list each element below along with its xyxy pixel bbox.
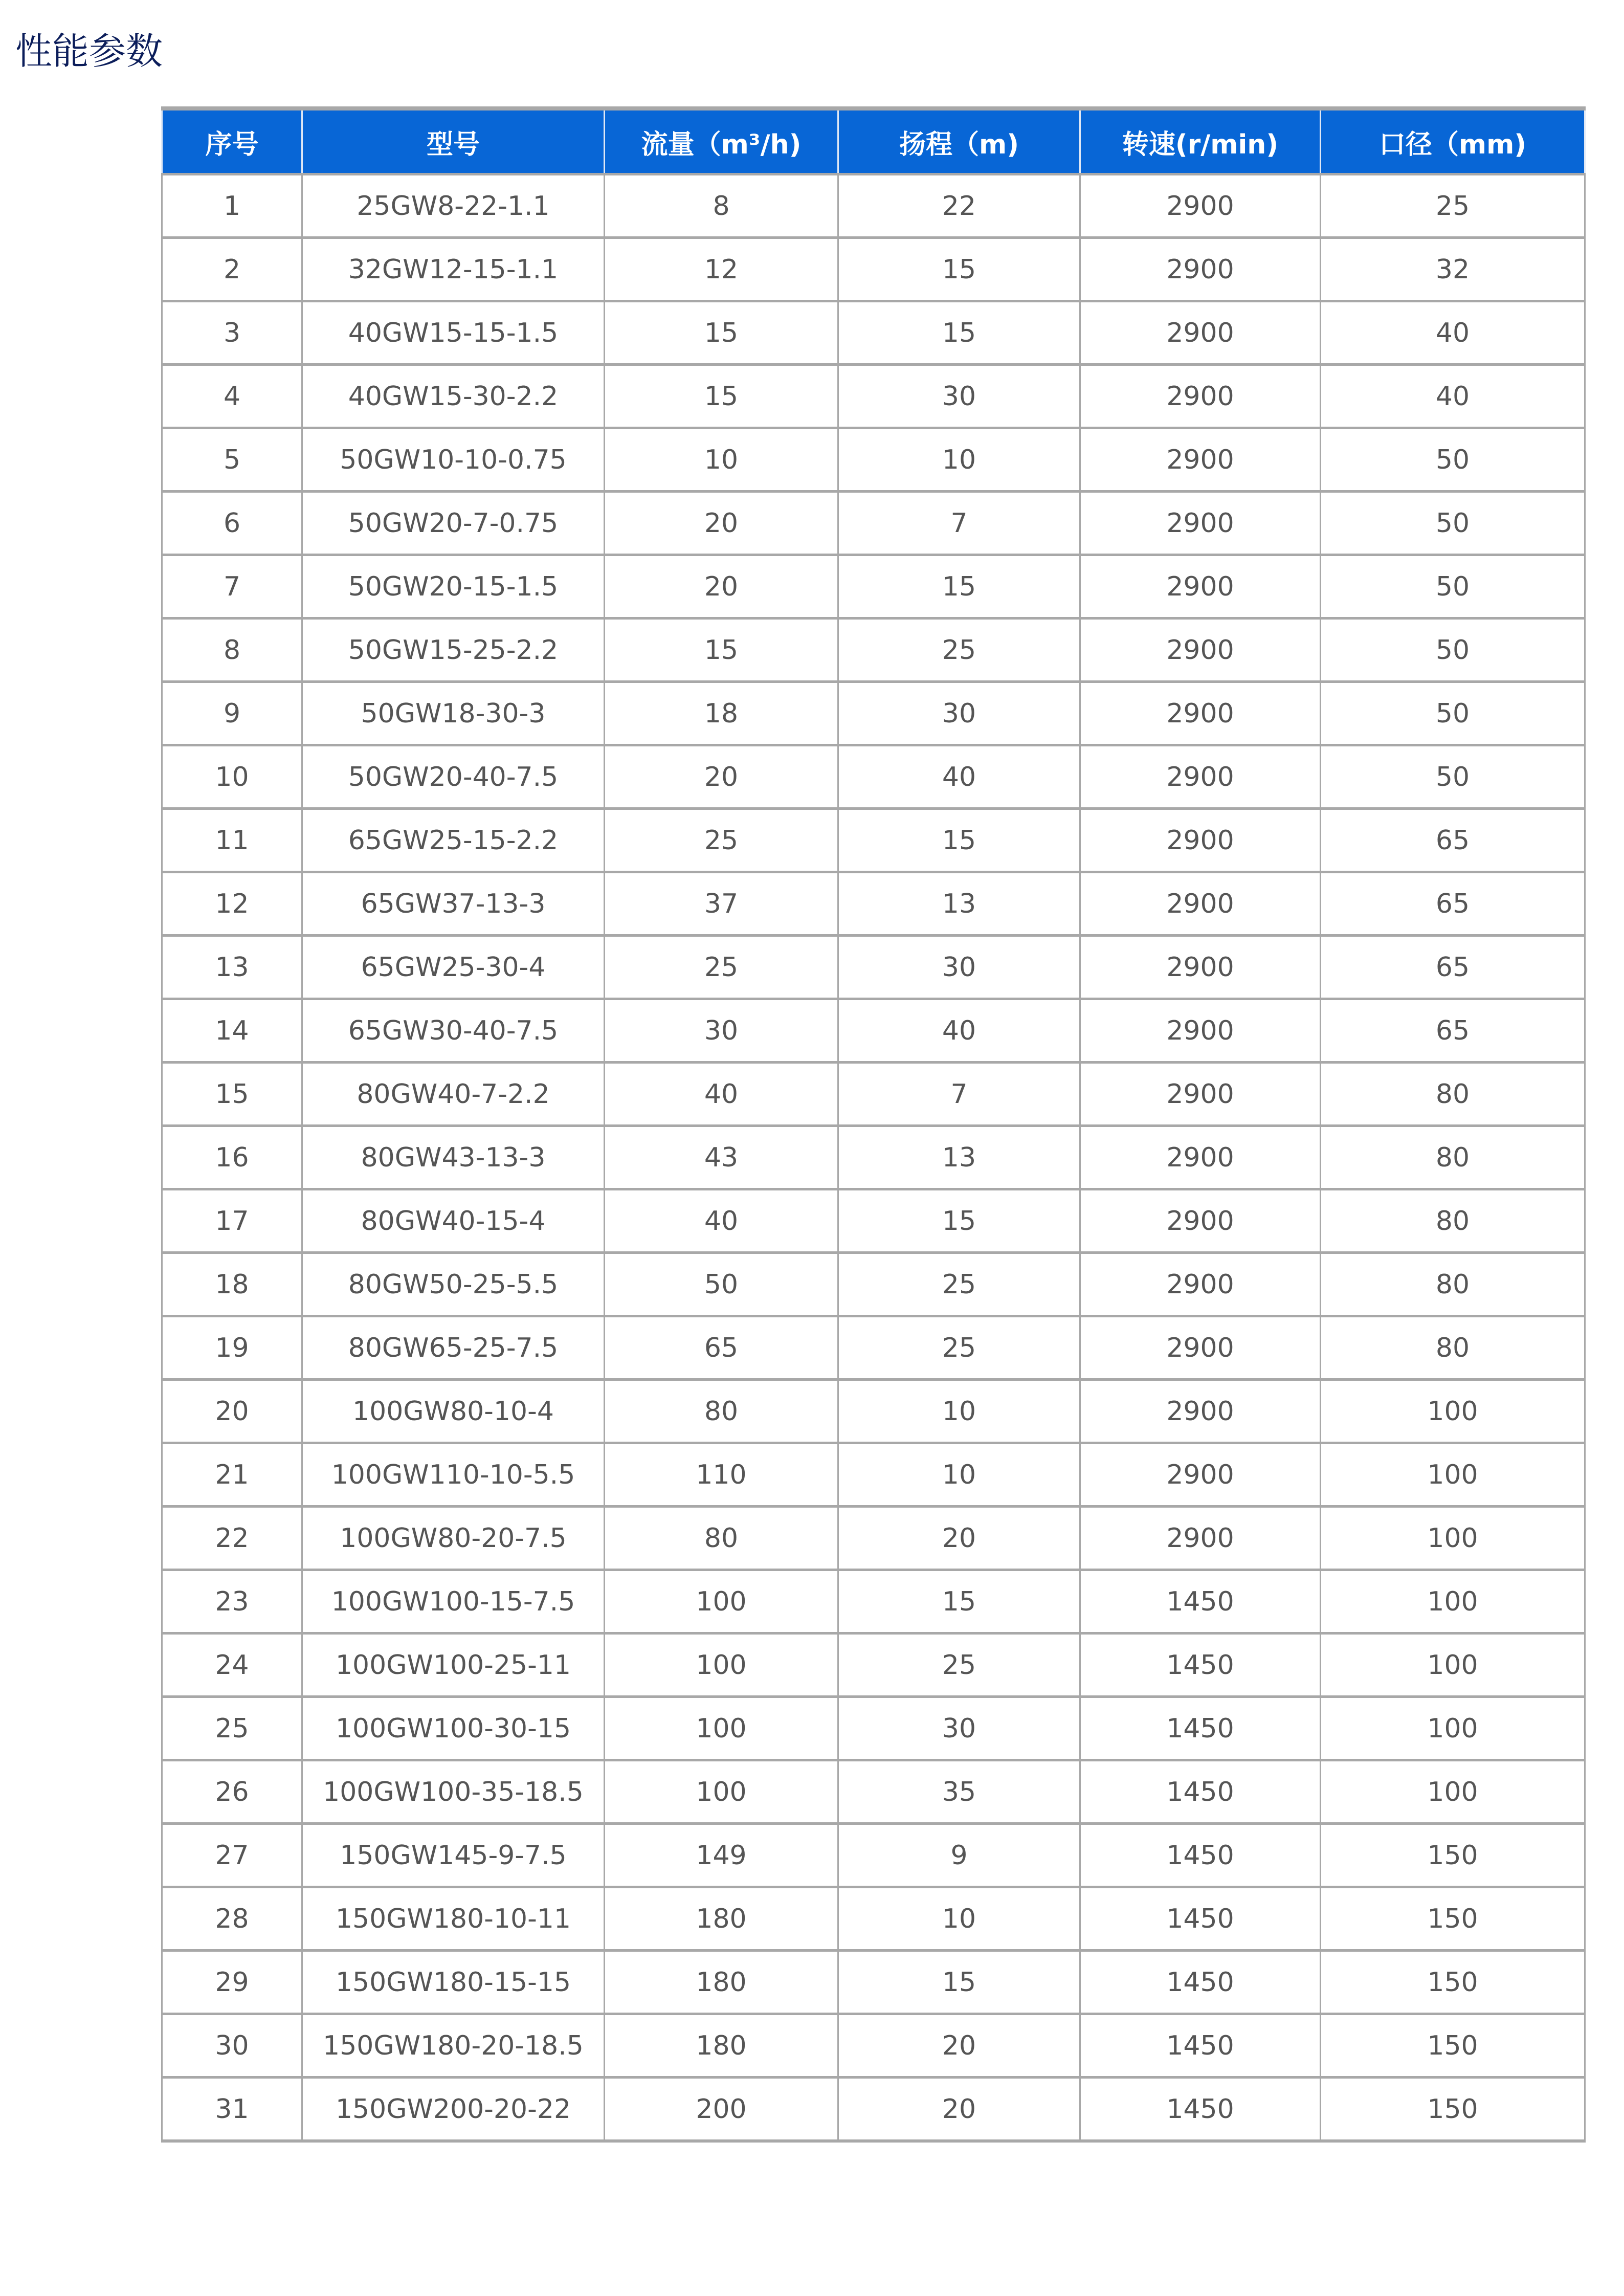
table-row [162, 809, 1585, 872]
cell-model: 80GW40-7-2.2 [302, 1063, 605, 1126]
cell-head: 10 [838, 1380, 1080, 1443]
column-header-diameter: 口径（mm) [1321, 108, 1585, 174]
table-row [162, 872, 1585, 936]
cell-speed: 2900 [1080, 1063, 1321, 1126]
cell-diameter: 100 [1321, 1760, 1585, 1824]
cell-model: 50GW18-30-3 [302, 682, 605, 745]
cell-speed: 1450 [1080, 2078, 1321, 2142]
cell-diameter: 80 [1321, 1063, 1585, 1126]
cell-model: 50GW20-40-7.5 [302, 745, 605, 809]
cell-diameter: 50 [1321, 492, 1585, 555]
cell-model: 100GW100-30-15 [302, 1697, 605, 1760]
cell-head: 25 [838, 1633, 1080, 1697]
cell-model: 100GW110-10-5.5 [302, 1443, 605, 1507]
cell-flow: 80 [605, 1380, 838, 1443]
cell-flow: 180 [605, 2014, 838, 2078]
cell-speed: 1450 [1080, 1570, 1321, 1633]
table-row [162, 2078, 1585, 2142]
cell-diameter: 150 [1321, 1824, 1585, 1887]
table-row [162, 555, 1585, 619]
cell-index: 5 [162, 428, 302, 492]
cell-speed: 2900 [1080, 1507, 1321, 1570]
table-row [162, 1570, 1585, 1633]
cell-flow: 20 [605, 492, 838, 555]
cell-flow: 30 [605, 999, 838, 1063]
cell-flow: 100 [605, 1697, 838, 1760]
cell-index: 31 [162, 2078, 302, 2142]
cell-head: 40 [838, 999, 1080, 1063]
table-row [162, 365, 1585, 428]
cell-diameter: 100 [1321, 1507, 1585, 1570]
cell-diameter: 100 [1321, 1570, 1585, 1633]
table-row [162, 619, 1585, 682]
cell-diameter: 65 [1321, 936, 1585, 999]
cell-diameter: 40 [1321, 365, 1585, 428]
cell-speed: 2900 [1080, 428, 1321, 492]
cell-flow: 149 [605, 1824, 838, 1887]
cell-flow: 43 [605, 1126, 838, 1189]
cell-model: 65GW25-30-4 [302, 936, 605, 999]
cell-head: 20 [838, 2078, 1080, 2142]
cell-head: 15 [838, 1570, 1080, 1633]
cell-head: 13 [838, 1126, 1080, 1189]
cell-model: 50GW10-10-0.75 [302, 428, 605, 492]
cell-model: 80GW43-13-3 [302, 1126, 605, 1189]
table-header-row [162, 108, 1585, 174]
cell-head: 10 [838, 1887, 1080, 1951]
cell-index: 24 [162, 1633, 302, 1697]
cell-model: 25GW8-22-1.1 [302, 174, 605, 238]
cell-model: 150GW180-20-18.5 [302, 2014, 605, 2078]
cell-speed: 2900 [1080, 1189, 1321, 1253]
cell-model: 150GW200-20-22 [302, 2078, 605, 2142]
cell-head: 40 [838, 745, 1080, 809]
cell-speed: 2900 [1080, 745, 1321, 809]
cell-model: 80GW40-15-4 [302, 1189, 605, 1253]
cell-model: 100GW80-20-7.5 [302, 1507, 605, 1570]
cell-head: 15 [838, 238, 1080, 301]
table-row [162, 1063, 1585, 1126]
cell-flow: 8 [605, 174, 838, 238]
cell-speed: 1450 [1080, 1697, 1321, 1760]
cell-flow: 25 [605, 936, 838, 999]
cell-diameter: 150 [1321, 2078, 1585, 2142]
cell-index: 12 [162, 872, 302, 936]
table-row [162, 1507, 1585, 1570]
cell-model: 50GW20-7-0.75 [302, 492, 605, 555]
cell-model: 80GW65-25-7.5 [302, 1316, 605, 1380]
cell-speed: 1450 [1080, 1951, 1321, 2014]
cell-index: 22 [162, 1507, 302, 1570]
cell-flow: 200 [605, 2078, 838, 2142]
cell-speed: 2900 [1080, 492, 1321, 555]
cell-speed: 1450 [1080, 1887, 1321, 1951]
cell-head: 15 [838, 301, 1080, 365]
cell-speed: 2900 [1080, 365, 1321, 428]
cell-flow: 80 [605, 1507, 838, 1570]
cell-flow: 20 [605, 745, 838, 809]
cell-flow: 100 [605, 1633, 838, 1697]
cell-model: 150GW180-10-11 [302, 1887, 605, 1951]
cell-index: 23 [162, 1570, 302, 1633]
cell-speed: 2900 [1080, 619, 1321, 682]
table-row [162, 936, 1585, 999]
cell-model: 150GW180-15-15 [302, 1951, 605, 2014]
cell-diameter: 25 [1321, 174, 1585, 238]
cell-index: 4 [162, 365, 302, 428]
cell-model: 40GW15-15-1.5 [302, 301, 605, 365]
cell-diameter: 150 [1321, 1887, 1585, 1951]
cell-head: 15 [838, 1189, 1080, 1253]
cell-index: 14 [162, 999, 302, 1063]
page-title: 性能参数 [15, 30, 163, 73]
table-row [162, 1887, 1585, 1951]
cell-model: 65GW37-13-3 [302, 872, 605, 936]
cell-flow: 100 [605, 1760, 838, 1824]
table-row [162, 1760, 1585, 1824]
cell-flow: 50 [605, 1253, 838, 1316]
cell-model: 40GW15-30-2.2 [302, 365, 605, 428]
cell-index: 1 [162, 174, 302, 238]
cell-flow: 12 [605, 238, 838, 301]
cell-index: 15 [162, 1063, 302, 1126]
cell-head: 30 [838, 365, 1080, 428]
column-header-flow: 流量（m³/h) [605, 108, 838, 174]
cell-head: 15 [838, 555, 1080, 619]
cell-flow: 40 [605, 1063, 838, 1126]
cell-speed: 1450 [1080, 1633, 1321, 1697]
cell-diameter: 50 [1321, 745, 1585, 809]
cell-head: 30 [838, 936, 1080, 999]
cell-index: 6 [162, 492, 302, 555]
cell-diameter: 150 [1321, 1951, 1585, 2014]
cell-speed: 2900 [1080, 238, 1321, 301]
cell-diameter: 100 [1321, 1697, 1585, 1760]
cell-speed: 2900 [1080, 1316, 1321, 1380]
cell-diameter: 100 [1321, 1443, 1585, 1507]
cell-model: 65GW30-40-7.5 [302, 999, 605, 1063]
cell-speed: 2900 [1080, 1443, 1321, 1507]
cell-model: 65GW25-15-2.2 [302, 809, 605, 872]
cell-head: 25 [838, 1316, 1080, 1380]
cell-diameter: 50 [1321, 428, 1585, 492]
cell-model: 100GW100-15-7.5 [302, 1570, 605, 1633]
cell-speed: 1450 [1080, 2014, 1321, 2078]
cell-flow: 20 [605, 555, 838, 619]
cell-diameter: 32 [1321, 238, 1585, 301]
table-body [162, 174, 1585, 2142]
cell-diameter: 65 [1321, 999, 1585, 1063]
cell-speed: 2900 [1080, 809, 1321, 872]
cell-speed: 2900 [1080, 1253, 1321, 1316]
table-row [162, 682, 1585, 745]
cell-index: 18 [162, 1253, 302, 1316]
cell-index: 9 [162, 682, 302, 745]
cell-index: 17 [162, 1189, 302, 1253]
cell-speed: 2900 [1080, 872, 1321, 936]
cell-model: 100GW100-25-11 [302, 1633, 605, 1697]
table-row [162, 174, 1585, 238]
cell-flow: 18 [605, 682, 838, 745]
column-header-speed: 转速(r/min) [1080, 108, 1321, 174]
cell-diameter: 40 [1321, 301, 1585, 365]
cell-index: 29 [162, 1951, 302, 2014]
cell-diameter: 80 [1321, 1126, 1585, 1189]
cell-flow: 15 [605, 365, 838, 428]
column-header-head: 扬程（m) [838, 108, 1080, 174]
cell-head: 30 [838, 1697, 1080, 1760]
cell-diameter: 65 [1321, 809, 1585, 872]
table-row [162, 1253, 1585, 1316]
table-row [162, 1697, 1585, 1760]
cell-flow: 37 [605, 872, 838, 936]
cell-flow: 25 [605, 809, 838, 872]
cell-head: 7 [838, 492, 1080, 555]
table-row [162, 1443, 1585, 1507]
cell-head: 22 [838, 174, 1080, 238]
cell-head: 20 [838, 2014, 1080, 2078]
cell-head: 25 [838, 619, 1080, 682]
table-row [162, 492, 1585, 555]
cell-diameter: 80 [1321, 1253, 1585, 1316]
table-row [162, 2014, 1585, 2078]
column-header-index: 序号 [162, 108, 302, 174]
cell-index: 20 [162, 1380, 302, 1443]
cell-speed: 2900 [1080, 301, 1321, 365]
table-row [162, 999, 1585, 1063]
column-header-model: 型号 [302, 108, 605, 174]
cell-head: 30 [838, 682, 1080, 745]
cell-index: 3 [162, 301, 302, 365]
table-row [162, 1316, 1585, 1380]
cell-flow: 40 [605, 1189, 838, 1253]
cell-index: 28 [162, 1887, 302, 1951]
cell-speed: 2900 [1080, 1126, 1321, 1189]
cell-head: 7 [838, 1063, 1080, 1126]
table-row [162, 1951, 1585, 2014]
cell-index: 8 [162, 619, 302, 682]
cell-model: 100GW80-10-4 [302, 1380, 605, 1443]
cell-diameter: 150 [1321, 2014, 1585, 2078]
cell-flow: 180 [605, 1887, 838, 1951]
cell-head: 9 [838, 1824, 1080, 1887]
cell-index: 2 [162, 238, 302, 301]
cell-head: 25 [838, 1253, 1080, 1316]
cell-index: 16 [162, 1126, 302, 1189]
cell-speed: 2900 [1080, 555, 1321, 619]
cell-index: 7 [162, 555, 302, 619]
cell-index: 13 [162, 936, 302, 999]
cell-head: 15 [838, 809, 1080, 872]
cell-diameter: 50 [1321, 682, 1585, 745]
cell-head: 10 [838, 428, 1080, 492]
table-row [162, 1189, 1585, 1253]
cell-index: 30 [162, 2014, 302, 2078]
cell-flow: 15 [605, 619, 838, 682]
cell-diameter: 80 [1321, 1189, 1585, 1253]
table-row [162, 238, 1585, 301]
performance-table [161, 106, 1586, 2143]
cell-index: 11 [162, 809, 302, 872]
cell-speed: 2900 [1080, 682, 1321, 745]
cell-head: 13 [838, 872, 1080, 936]
table-row [162, 745, 1585, 809]
table-row [162, 428, 1585, 492]
cell-diameter: 100 [1321, 1633, 1585, 1697]
cell-flow: 15 [605, 301, 838, 365]
cell-speed: 2900 [1080, 1380, 1321, 1443]
cell-speed: 2900 [1080, 936, 1321, 999]
cell-flow: 180 [605, 1951, 838, 2014]
table-row [162, 301, 1585, 365]
cell-diameter: 50 [1321, 619, 1585, 682]
table-row [162, 1380, 1585, 1443]
cell-model: 50GW15-25-2.2 [302, 619, 605, 682]
cell-speed: 2900 [1080, 174, 1321, 238]
cell-flow: 110 [605, 1443, 838, 1507]
cell-index: 19 [162, 1316, 302, 1380]
cell-head: 15 [838, 1951, 1080, 2014]
cell-model: 80GW50-25-5.5 [302, 1253, 605, 1316]
table-row [162, 1633, 1585, 1697]
cell-speed: 1450 [1080, 1760, 1321, 1824]
cell-diameter: 65 [1321, 872, 1585, 936]
cell-index: 10 [162, 745, 302, 809]
cell-diameter: 50 [1321, 555, 1585, 619]
cell-model: 150GW145-9-7.5 [302, 1824, 605, 1887]
cell-flow: 10 [605, 428, 838, 492]
cell-index: 21 [162, 1443, 302, 1507]
cell-flow: 65 [605, 1316, 838, 1380]
cell-diameter: 80 [1321, 1316, 1585, 1380]
table-row [162, 1126, 1585, 1189]
cell-diameter: 100 [1321, 1380, 1585, 1443]
cell-model: 100GW100-35-18.5 [302, 1760, 605, 1824]
cell-model: 32GW12-15-1.1 [302, 238, 605, 301]
cell-model: 50GW20-15-1.5 [302, 555, 605, 619]
cell-flow: 100 [605, 1570, 838, 1633]
table-row [162, 1824, 1585, 1887]
cell-index: 25 [162, 1697, 302, 1760]
cell-head: 10 [838, 1443, 1080, 1507]
cell-speed: 2900 [1080, 999, 1321, 1063]
cell-index: 27 [162, 1824, 302, 1887]
cell-head: 35 [838, 1760, 1080, 1824]
cell-index: 26 [162, 1760, 302, 1824]
cell-head: 20 [838, 1507, 1080, 1570]
cell-speed: 1450 [1080, 1824, 1321, 1887]
